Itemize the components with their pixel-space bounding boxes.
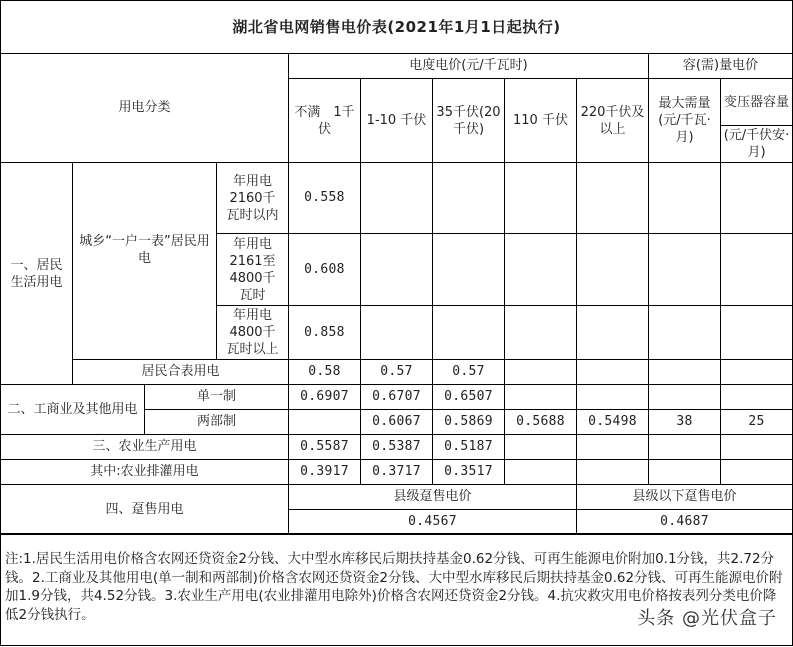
below-county-wholesale-label xyxy=(576,484,793,510)
header-col-220kv xyxy=(576,78,649,163)
header-col-lt1kv-text: 不满 1千伏 xyxy=(294,104,355,137)
single-label xyxy=(144,384,289,410)
combined-empty-2 xyxy=(576,359,649,385)
below-county-wholesale-label-text: 县级以下趸售电价 xyxy=(632,489,737,504)
tier-1-label xyxy=(216,162,289,234)
single-empty-1 xyxy=(504,384,577,410)
tier-2-empty-5 xyxy=(648,233,721,306)
agriculture-lt1kv-value: 0.5587 xyxy=(300,439,349,454)
irrigation-label-text: 其中:农业排灌用电 xyxy=(90,464,199,479)
wholesale-label-text: 四、趸售用电 xyxy=(105,501,184,517)
tier-2-empty-4 xyxy=(576,233,649,306)
header-max-demand xyxy=(648,78,721,163)
header-category-text: 用电分类 xyxy=(118,100,171,115)
tier-3-lt1kv xyxy=(288,305,361,360)
combined-empty-1 xyxy=(504,359,577,385)
below-county-wholesale-value xyxy=(576,509,793,535)
county-wholesale-label xyxy=(288,484,577,510)
wholesale-label xyxy=(0,484,289,535)
single-1-10kv-value: 0.6707 xyxy=(372,389,421,404)
commercial-label xyxy=(0,384,145,435)
agriculture-empty-2 xyxy=(576,434,649,460)
county-wholesale-label-text: 县级趸售电价 xyxy=(393,489,472,504)
header-col-110kv xyxy=(504,78,577,163)
tier-3-lt1kv-value: 0.858 xyxy=(304,324,345,340)
irrigation-empty-4 xyxy=(720,459,793,485)
combined-lt1kv-value: 0.58 xyxy=(308,364,341,379)
tier-2-empty-3 xyxy=(504,233,577,306)
two-part-220kv xyxy=(576,409,649,435)
irrigation-1-10kv-value: 0.3717 xyxy=(372,464,421,479)
tier-2-label xyxy=(216,233,289,306)
single-1-10kv xyxy=(360,384,433,410)
residential-label xyxy=(0,162,73,385)
header-transformer-capacity-text: 变压器容量 xyxy=(723,94,789,110)
two-part-35kv xyxy=(432,409,505,435)
combined-label xyxy=(72,359,289,385)
combined-1-10kv-value: 0.57 xyxy=(380,364,413,379)
tier-3-empty-1 xyxy=(360,305,433,360)
agriculture-1-10kv-value: 0.5387 xyxy=(372,439,421,454)
tier-3-empty-3 xyxy=(504,305,577,360)
agriculture-label xyxy=(0,434,289,460)
tier-2-lt1kv xyxy=(288,233,361,306)
tier-1-empty-2 xyxy=(432,162,505,234)
tier-1-empty-5 xyxy=(648,162,721,234)
header-col-220kv-text: 220千伏及以上 xyxy=(580,104,645,137)
header-col-1-10kv xyxy=(360,78,433,163)
header-transformer-unit xyxy=(720,125,793,163)
agriculture-1-10kv xyxy=(360,434,433,460)
two-part-35kv-value: 0.5869 xyxy=(444,414,493,429)
tier-3-empty-2 xyxy=(432,305,505,360)
header-col-35kv-text: 35千伏(20千伏) xyxy=(436,104,501,137)
combined-35kv-value: 0.57 xyxy=(452,364,485,379)
header-col-lt1kv xyxy=(288,78,361,163)
tier-1-lt1kv-value: 0.558 xyxy=(304,190,345,205)
two-part-1-10kv xyxy=(360,409,433,435)
irrigation-35kv xyxy=(432,459,505,485)
tier-1-lt1kv xyxy=(288,162,361,234)
residential-sub-label-text: 城乡“一户一表”居民用电 xyxy=(79,234,210,266)
single-lt1kv xyxy=(288,384,361,410)
header-col-1-10kv-text: 1-10 千伏 xyxy=(366,113,427,128)
header-transformer-capacity xyxy=(720,78,793,126)
header-capacity-price xyxy=(648,53,793,79)
header-max-demand-text: 最大需量(元/千瓦·月) xyxy=(658,96,711,145)
combined-35kv xyxy=(432,359,505,385)
irrigation-35kv-value: 0.3517 xyxy=(444,464,493,479)
header-energy-price-text: 电度电价(元/千瓦时) xyxy=(409,58,528,73)
two-part-220kv-value: 0.5498 xyxy=(588,414,637,429)
two-part-110kv xyxy=(504,409,577,435)
commercial-label-text: 二、工商业及其他用电 xyxy=(7,402,138,417)
single-empty-4 xyxy=(720,384,793,410)
tier-2-lt1kv-value: 0.608 xyxy=(304,261,345,277)
single-empty-3 xyxy=(648,384,721,410)
two-part-max-demand xyxy=(648,409,721,435)
two-part-transformer xyxy=(720,409,793,435)
combined-empty-4 xyxy=(720,359,793,385)
combined-empty-3 xyxy=(648,359,721,385)
notes-text: 注:1.居民生活用电价格含农网还贷资金2分钱、大中型水库移民后期扶持基金0.62分钱、可再生能源电价附加0.1分钱，共2.72分钱。2.工商业及其他用电(单一制和两部制)价格含农网还贷资金2分钱、大中型水库移民后期扶持基金0.62分钱、可再生能源电价附加1.9分钱，共4.52分钱。3.农业生产用电(农业排灌用电除外)价格含农网还贷资金2分钱。4.抗灾救灾用电价格按表列分类电价降低2分钱执行。 xyxy=(5,551,783,623)
header-col-35kv xyxy=(432,78,505,163)
header-col-110kv-text: 110 千伏 xyxy=(513,113,568,128)
tier-3-empty-5 xyxy=(648,305,721,360)
tier-3-empty-6 xyxy=(720,305,793,360)
county-wholesale-value-text: 0.4567 xyxy=(408,514,457,529)
tier-3-label-text: 年用电4800千瓦时以上 xyxy=(226,308,279,357)
county-wholesale-value xyxy=(288,509,577,535)
combined-label-text: 居民合表用电 xyxy=(141,364,220,379)
tier-1-empty-6 xyxy=(720,162,793,234)
single-lt1kv-value: 0.6907 xyxy=(300,389,349,404)
two-part-label-text: 两部制 xyxy=(196,414,236,429)
header-capacity-price-text: 容(需)量电价 xyxy=(682,58,759,73)
table-title xyxy=(0,0,793,54)
two-part-max-demand-value: 38 xyxy=(676,414,693,429)
header-transformer-unit-text: (元/千伏安·月) xyxy=(723,128,790,160)
two-part-110kv-value: 0.5688 xyxy=(516,414,565,429)
irrigation-empty-3 xyxy=(648,459,721,485)
tier-1-empty-4 xyxy=(576,162,649,234)
agriculture-empty-1 xyxy=(504,434,577,460)
agriculture-empty-3 xyxy=(648,434,721,460)
tier-2-label-text: 年用电2161至4800千瓦时 xyxy=(229,236,276,303)
single-35kv xyxy=(432,384,505,410)
tier-1-label-text: 年用电2160千瓦时以内 xyxy=(226,173,279,223)
irrigation-1-10kv xyxy=(360,459,433,485)
two-part-1-10kv-value: 0.6067 xyxy=(372,414,421,429)
two-part-lt1kv xyxy=(288,409,361,435)
tier-2-empty-2 xyxy=(432,233,505,306)
single-empty-2 xyxy=(576,384,649,410)
agriculture-35kv-value: 0.5187 xyxy=(444,439,493,454)
residential-label-text: 一、居民生活用电 xyxy=(10,257,63,290)
single-label-text: 单一制 xyxy=(196,389,236,404)
table-title-text: 湖北省电网销售电价表(2021年1月1日起执行) xyxy=(232,18,561,36)
two-part-label xyxy=(144,409,289,435)
tier-2-empty-6 xyxy=(720,233,793,306)
watermark: 头条 @光伏盒子 xyxy=(637,608,777,629)
irrigation-label xyxy=(0,459,289,485)
irrigation-empty-1 xyxy=(504,459,577,485)
residential-sub-label xyxy=(72,162,217,360)
tier-3-label xyxy=(216,305,289,360)
agriculture-35kv xyxy=(432,434,505,460)
tier-2-empty-1 xyxy=(360,233,433,306)
irrigation-lt1kv xyxy=(288,459,361,485)
tier-3-empty-4 xyxy=(576,305,649,360)
irrigation-empty-2 xyxy=(576,459,649,485)
below-county-wholesale-value-text: 0.4687 xyxy=(660,514,709,529)
tier-1-empty-3 xyxy=(504,162,577,234)
agriculture-lt1kv xyxy=(288,434,361,460)
agriculture-label-text: 三、农业生产用电 xyxy=(92,439,197,454)
header-energy-price xyxy=(288,53,649,79)
tier-1-empty-1 xyxy=(360,162,433,234)
single-35kv-value: 0.6507 xyxy=(444,389,493,404)
combined-1-10kv xyxy=(360,359,433,385)
combined-lt1kv xyxy=(288,359,361,385)
header-category xyxy=(0,53,289,163)
two-part-transformer-value: 25 xyxy=(748,414,765,429)
irrigation-lt1kv-value: 0.3917 xyxy=(300,464,349,479)
agriculture-empty-4 xyxy=(720,434,793,460)
